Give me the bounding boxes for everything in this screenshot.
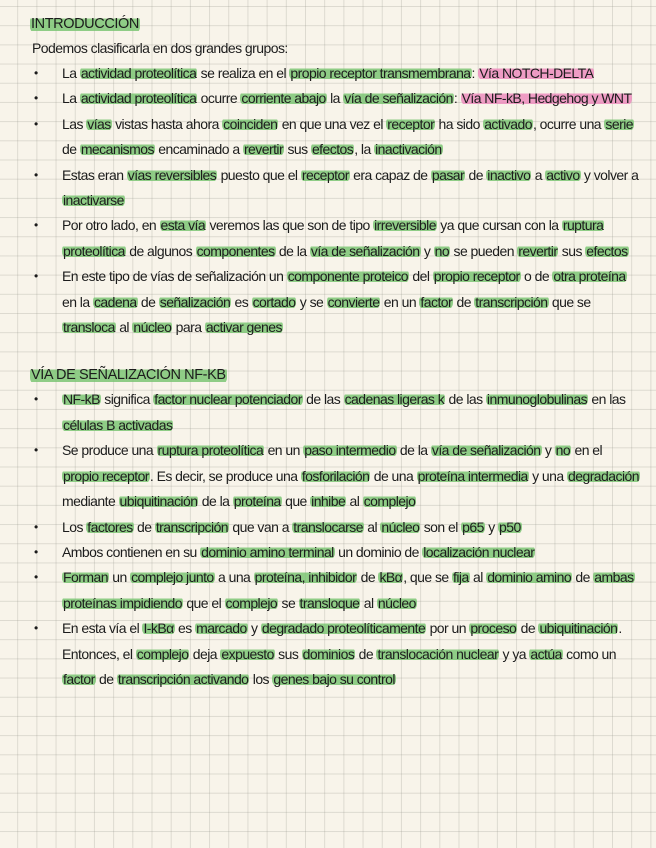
text-run: Las xyxy=(62,115,87,132)
text-run: vistas hasta ahora xyxy=(111,115,223,132)
highlighted-term: NF-kB xyxy=(63,391,100,408)
text-run: de xyxy=(517,620,539,637)
text-run: Los xyxy=(62,518,87,535)
highlighted-term: ubiquitinación xyxy=(539,620,618,637)
text-run: en las xyxy=(588,391,626,408)
bullet-list xyxy=(30,387,640,692)
text-run: y xyxy=(247,620,261,637)
text-run: que van a xyxy=(229,518,293,535)
text-run: de una xyxy=(370,467,417,484)
highlighted-term: paso intermedio xyxy=(304,442,396,459)
highlighted-term: cadenas ligeras k xyxy=(344,391,445,408)
text-run: a una xyxy=(214,569,254,586)
bullet-item xyxy=(30,616,640,692)
text-run: al xyxy=(363,518,381,535)
highlighted-term: componentes xyxy=(196,242,275,259)
highlighted-term: inmunoglobulinas xyxy=(486,391,588,408)
highlighted-term: serie xyxy=(605,115,633,132)
section-heading: INTRODUCCIÓN xyxy=(31,16,139,32)
text-run: de las xyxy=(302,391,344,408)
text-run: en un xyxy=(264,442,304,459)
highlighted-term: núcleo xyxy=(377,594,416,611)
text-run: En este tipo de vías de señalización un xyxy=(62,268,287,285)
text-run: que el xyxy=(182,594,225,611)
text-run: de xyxy=(355,645,377,662)
text-run: Estas eran xyxy=(62,166,127,183)
bullet-item xyxy=(30,438,640,514)
text-run: de xyxy=(133,518,155,535)
highlighted-term: p65 xyxy=(462,518,484,535)
highlighted-term: expuesto xyxy=(221,645,274,662)
highlighted-term: células B activadas xyxy=(63,416,173,433)
text-run: que se xyxy=(548,293,591,310)
text-run: de algunos xyxy=(125,242,196,259)
highlighted-term: proceso xyxy=(470,620,517,637)
highlighted-term: actividad proteolítica xyxy=(80,65,197,81)
bullet-item xyxy=(30,213,640,264)
text-run: . Entonces, el xyxy=(62,620,622,662)
text-run: al xyxy=(469,569,487,586)
text-run: que xyxy=(281,493,311,510)
text-run: . Es decir, se produce una xyxy=(149,467,301,484)
text-run: de la xyxy=(198,493,233,510)
text-run: y se xyxy=(296,293,327,310)
highlighted-term: no xyxy=(434,242,450,259)
highlighted-term: vía de señalización xyxy=(344,90,453,107)
text-run: , ocurre una xyxy=(532,115,605,132)
highlighted-term: transloque xyxy=(299,594,360,611)
highlighted-term: revertir xyxy=(243,141,284,158)
text-run: ya que cursan con la xyxy=(436,217,562,234)
highlighted-term: complejo xyxy=(225,594,278,611)
highlighted-term: propio receptor xyxy=(433,268,520,285)
text-run: o de xyxy=(520,268,553,285)
highlighted-term: componente proteico xyxy=(287,268,409,285)
highlighted-term: vía de señalización xyxy=(431,442,541,459)
highlighted-term: transcripción xyxy=(475,293,548,310)
text-run: en un xyxy=(380,293,420,310)
text-run: , que se xyxy=(403,569,452,586)
text-run: encaminado a xyxy=(154,141,243,158)
bullet-item xyxy=(30,86,640,111)
highlighted-term: ambas proteínas impidiendo xyxy=(63,569,634,611)
text-run: al xyxy=(115,319,133,336)
text-run: ocurre xyxy=(197,90,241,107)
highlighted-term: otra proteína xyxy=(553,268,626,285)
text-run: significa xyxy=(100,391,154,408)
highlighted-term: factor xyxy=(63,670,95,687)
highlighted-term: activo xyxy=(546,166,580,183)
text-run: y volver a xyxy=(580,166,639,183)
highlighted-term: Forman xyxy=(63,569,108,586)
highlighted-term: propio receptor xyxy=(63,467,149,484)
highlighted-term: efectos xyxy=(586,242,628,259)
bullet-item xyxy=(30,61,640,86)
highlighted-term: marcado xyxy=(196,620,247,637)
highlighted-term: coinciden xyxy=(223,115,278,132)
highlighted-term: fija xyxy=(453,569,469,586)
text-run: del xyxy=(409,268,433,285)
highlighted-term: no xyxy=(555,442,571,459)
bullet-item xyxy=(30,565,640,616)
highlighted-term: vías reversibles xyxy=(127,166,217,183)
highlighted-term: mecanismos xyxy=(80,141,154,158)
highlighted-term: activado xyxy=(484,115,532,132)
bullet-item xyxy=(30,540,640,565)
highlighted-term: localización nuclear xyxy=(423,543,535,560)
highlighted-pathway: Vía NOTCH-DELTA xyxy=(479,65,594,81)
section-introduccion xyxy=(30,14,640,340)
text-run: es xyxy=(231,293,252,310)
highlighted-term: translocación nuclear xyxy=(377,645,499,662)
highlighted-term: transcripción activando xyxy=(117,670,249,687)
highlighted-term: proteína intermedia xyxy=(417,467,528,484)
text-run: en la xyxy=(62,293,93,310)
highlighted-term: dominios xyxy=(302,645,355,662)
highlighted-term: transloca xyxy=(63,319,115,336)
highlighted-term: I-kBα xyxy=(143,620,174,637)
notes-page xyxy=(30,14,640,692)
text-run: sus xyxy=(284,141,311,158)
highlighted-term: vía de señalización xyxy=(310,242,420,259)
text-run: la xyxy=(326,90,344,107)
text-run: son el xyxy=(420,518,462,535)
highlighted-term: factores xyxy=(87,518,133,535)
highlighted-term: degradado proteolíticamente xyxy=(261,620,426,637)
bullet-item xyxy=(30,387,640,438)
text-run: al xyxy=(346,493,363,510)
highlighted-term: esta vía xyxy=(160,217,206,234)
text-run: La xyxy=(62,90,80,107)
bullet-list xyxy=(30,61,640,340)
section-heading: VÍA DE SEÑALIZACIÓN NF-KB xyxy=(31,367,226,384)
highlighted-term: convierte xyxy=(327,293,380,310)
highlighted-term: inhibe xyxy=(311,493,346,510)
text-run: era capaz de xyxy=(349,166,431,183)
highlighted-term: activar genes xyxy=(205,319,282,336)
highlighted-term: corriente abajo xyxy=(241,90,326,107)
text-run: deja xyxy=(189,645,221,662)
highlighted-term: kBα xyxy=(379,569,403,586)
text-run: de xyxy=(137,293,159,310)
bullet-item xyxy=(30,163,640,214)
text-run: como un xyxy=(562,645,617,662)
highlighted-pathway: Vía NF-kB, Hedgehog y WNT xyxy=(461,90,632,107)
highlighted-term: ruptura proteolítica xyxy=(63,217,604,259)
text-run: en que una vez el xyxy=(278,115,387,132)
text-run: , la xyxy=(354,141,375,158)
text-run: ha sido xyxy=(435,115,484,132)
highlighted-term: p50 xyxy=(499,518,521,535)
highlighted-term: genes bajo su control xyxy=(273,670,395,687)
text-run: veremos las que son de tipo xyxy=(206,217,374,234)
text-run: Se produce una xyxy=(62,442,157,459)
text-run: un dominio de xyxy=(334,543,423,560)
text-run: de xyxy=(62,141,80,158)
highlighted-term: complejo xyxy=(136,645,189,662)
text-run: de xyxy=(465,166,487,183)
text-run: : xyxy=(471,65,479,81)
text-run: al xyxy=(360,594,377,611)
highlighted-term: cadena xyxy=(93,293,137,310)
text-run: a xyxy=(531,166,546,183)
highlighted-term: actividad proteolítica xyxy=(80,90,197,107)
highlighted-term: factor xyxy=(420,293,453,310)
highlighted-term: transcripción xyxy=(155,518,229,535)
bullet-item xyxy=(30,515,640,540)
section-nf-kb xyxy=(30,365,640,692)
highlighted-term: translocarse xyxy=(293,518,363,535)
text-run: sus xyxy=(558,242,586,259)
highlighted-term: proteína xyxy=(233,493,281,510)
highlighted-term: factor nuclear potenciador xyxy=(154,391,302,408)
bullet-item xyxy=(30,112,640,163)
text-run: y xyxy=(484,518,498,535)
intro-text: Podemos clasificarla en dos grandes grupos: xyxy=(32,40,288,56)
text-run: y xyxy=(420,242,434,259)
highlighted-term: dominio amino xyxy=(487,569,572,586)
highlighted-term: pasar xyxy=(431,166,465,183)
text-run: de xyxy=(357,569,379,586)
bullet-item xyxy=(30,264,640,340)
text-run: sus xyxy=(274,645,302,662)
section-spacer xyxy=(30,340,640,365)
highlighted-term: degradación xyxy=(567,467,639,484)
text-run: de xyxy=(95,670,117,687)
text-run: puesto que el xyxy=(217,166,301,183)
highlighted-term: inactivarse xyxy=(63,192,124,209)
highlighted-term: revertir xyxy=(518,242,558,259)
highlighted-term: fosforilación xyxy=(301,467,370,484)
text-run: se pueden xyxy=(450,242,518,259)
highlighted-term: complejo junto xyxy=(131,569,214,586)
text-run: es xyxy=(174,620,196,637)
text-run: de la xyxy=(396,442,431,459)
text-run: mediante xyxy=(62,493,119,510)
text-run: un xyxy=(108,569,131,586)
text-run: en el xyxy=(571,442,603,459)
text-run: y una xyxy=(528,467,567,484)
highlighted-term: proteína, inhibidor xyxy=(254,569,357,586)
highlighted-term: actúa xyxy=(530,645,562,662)
highlighted-term: inactivo xyxy=(487,166,531,183)
highlighted-term: vías xyxy=(87,115,111,132)
text-run: de xyxy=(453,293,475,310)
highlighted-term: ubiquitinación xyxy=(119,493,198,510)
highlighted-term: complejo xyxy=(363,493,416,510)
text-run: los xyxy=(249,670,273,687)
highlighted-term: cortado xyxy=(252,293,296,310)
text-run: y ya xyxy=(499,645,530,662)
highlighted-term: propio receptor transmembrana xyxy=(290,65,471,81)
text-run: de las xyxy=(445,391,486,408)
highlighted-term: ruptura proteolítica xyxy=(157,442,264,459)
highlighted-term: irreversible xyxy=(374,217,436,234)
highlighted-term: dominio amino terminal xyxy=(201,543,334,560)
highlighted-term: efectos xyxy=(311,141,354,158)
highlighted-term: receptor xyxy=(387,115,435,132)
highlighted-term: señalización xyxy=(159,293,231,310)
text-run: de xyxy=(572,569,594,586)
text-run: por un xyxy=(426,620,470,637)
text-run: Por otro lado, en xyxy=(62,217,160,234)
highlighted-term: núcleo xyxy=(381,518,420,535)
highlighted-term: núcleo xyxy=(133,319,172,336)
highlighted-term: inactivación xyxy=(375,141,442,158)
text-run: : xyxy=(453,90,461,107)
text-run: y xyxy=(541,442,555,459)
text-run: se xyxy=(278,594,299,611)
text-run: para xyxy=(172,319,205,336)
highlighted-term: receptor xyxy=(301,166,349,183)
text-run: se realiza en el xyxy=(197,65,290,81)
text-run: La xyxy=(62,65,80,81)
text-run: de la xyxy=(275,242,310,259)
text-run: Ambos contienen en su xyxy=(62,543,201,560)
text-run: En esta vía el xyxy=(62,620,143,637)
